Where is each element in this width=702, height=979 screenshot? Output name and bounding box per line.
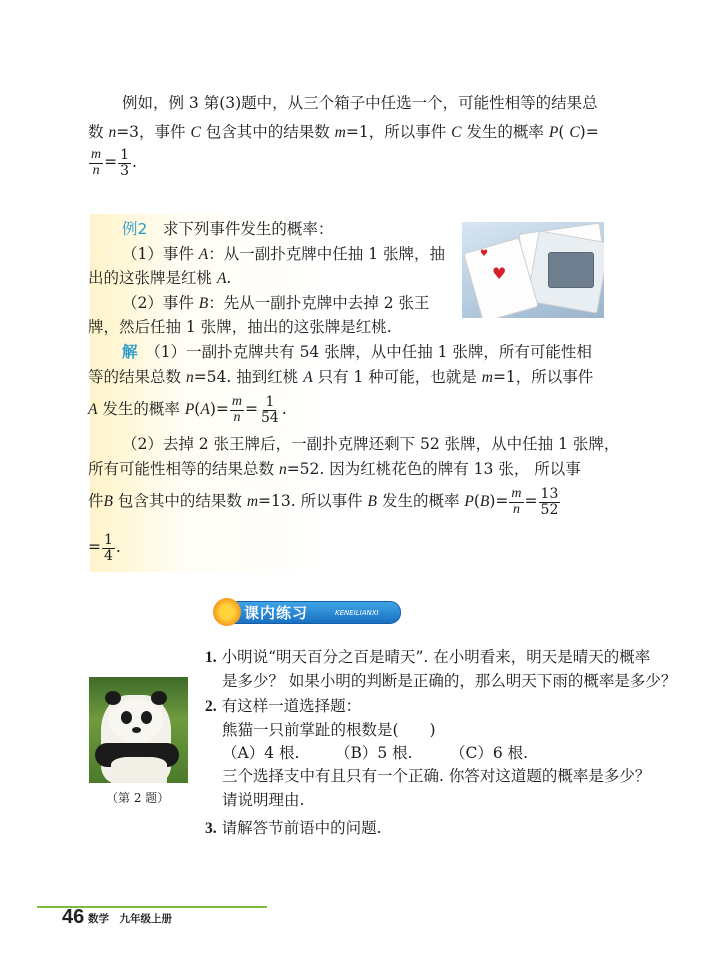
fraction-13-over-52: $\frac{13}{52}$ [540,486,559,518]
question-1-line2: 是多少？ 如果小明的判断是正确的，那么明天下雨的概率是多少？ [222,672,677,690]
exercise-banner [213,598,401,626]
example2-part2-line2: 牌，然后任抽 1 张牌，抽出的这张牌是红桃. [88,318,392,336]
solution-part1-line1: 解 （1）一副扑克牌共有 54 张牌，从中任抽 1 张牌，所有可能性相 [122,343,592,361]
fraction-one-over-54: $\frac{1}{54}$ [261,394,279,426]
fraction-m-over-n: $\frac{m}{n}$ [91,147,102,178]
solution-part2-line2: 所有可能性相等的结果总数 n=52. 因为红桃花色的牌有 13 张， 所以事 [88,460,581,478]
solution-part2-line4: = $\frac{1}{4}$ . [88,532,121,564]
heart-suit-icon: ♥ [492,264,507,283]
example2-part1-line1: （1）事件 A：从一副扑克牌中任抽 1 张牌，抽 [122,245,445,263]
intro-line-3: $\frac{m}{n}$ = $\frac{1}{3}$ . [91,147,137,179]
question-2-option-c: （C）6 根. [450,744,529,762]
fraction-one-quarter: $\frac{1}{4}$ [104,532,113,564]
fraction-one-third: $\frac{1}{3}$ [120,147,130,179]
banner-subtitle: KENEILIANXI [335,609,379,617]
fraction-m-over-n: $\frac{m}{n}$ [231,394,242,425]
figure-caption: （第 2 题） [106,791,170,805]
question-2-line1: 2. 有这样一道选择题： [205,697,362,715]
book-title: 数学 九年级上册 [88,913,172,925]
sun-icon [213,598,241,626]
solution-part1-line3: A 发生的概率 P(A)= $\frac{m}{n}$ = $\frac{1}{54}$ . [88,394,287,426]
example2-heading: 例2 求下列事件发生的概率： [122,220,334,238]
panda-photo [89,677,188,783]
question-2-line4: 三个选择支中有且只有一个正确. 你答对这道题的概率是多少？ [222,767,651,785]
example2-part1-line2: 出的这张牌是红桃 A. [88,269,232,287]
example2-part2-line1: （2）事件 B：先从一副扑克牌中去掉 2 张王 [122,294,430,312]
question-1-line1: 1. 小明说“明天百分之百是晴天”. 在小明看来，明天是晴天的概率 [205,648,651,666]
solution-part2-line1: （2）去掉 2 张王牌后，一副扑克牌还剩下 52 张牌，从中任抽 1 张牌， [122,435,620,453]
solution-part2-line3: 件B 包含其中的结果数 m=13. 所以事件 B 发生的概率 P(B)= $\frac{m}{n}$ = $\frac{13}{52}$ [88,486,559,518]
playing-cards-photo [462,222,604,318]
page-number: 46 [62,906,85,928]
intro-line-1: 例如，例 3 第(3)题中，从三个箱子中任选一个，可能性相等的结果总 [122,94,598,112]
solution-part1-line2: 等的结果总数 n=54. 抽到红桃 A 只有 1 种可能，也就是 m=1，所以事件 [88,368,594,386]
question-2-option-a: （A）4 根. [222,744,300,762]
question-2-line2: 熊猫一只前掌趾的根数是( ) [222,721,436,739]
fraction-m-over-n: $\frac{m}{n}$ [511,486,522,517]
banner-title: 课内练习 [244,604,309,622]
card-corner-icon: ♥ [480,249,489,259]
question-2-option-b: （B）5 根. [335,744,413,762]
question-3: 3. 请解答节前语中的问题. [205,819,382,837]
intro-line-2: 数 n=3，事件 C 包含其中的结果数 m=1，所以事件 C 发生的概率 P( C)= [88,123,599,141]
question-2-line5: 请说明理由. [222,791,305,809]
